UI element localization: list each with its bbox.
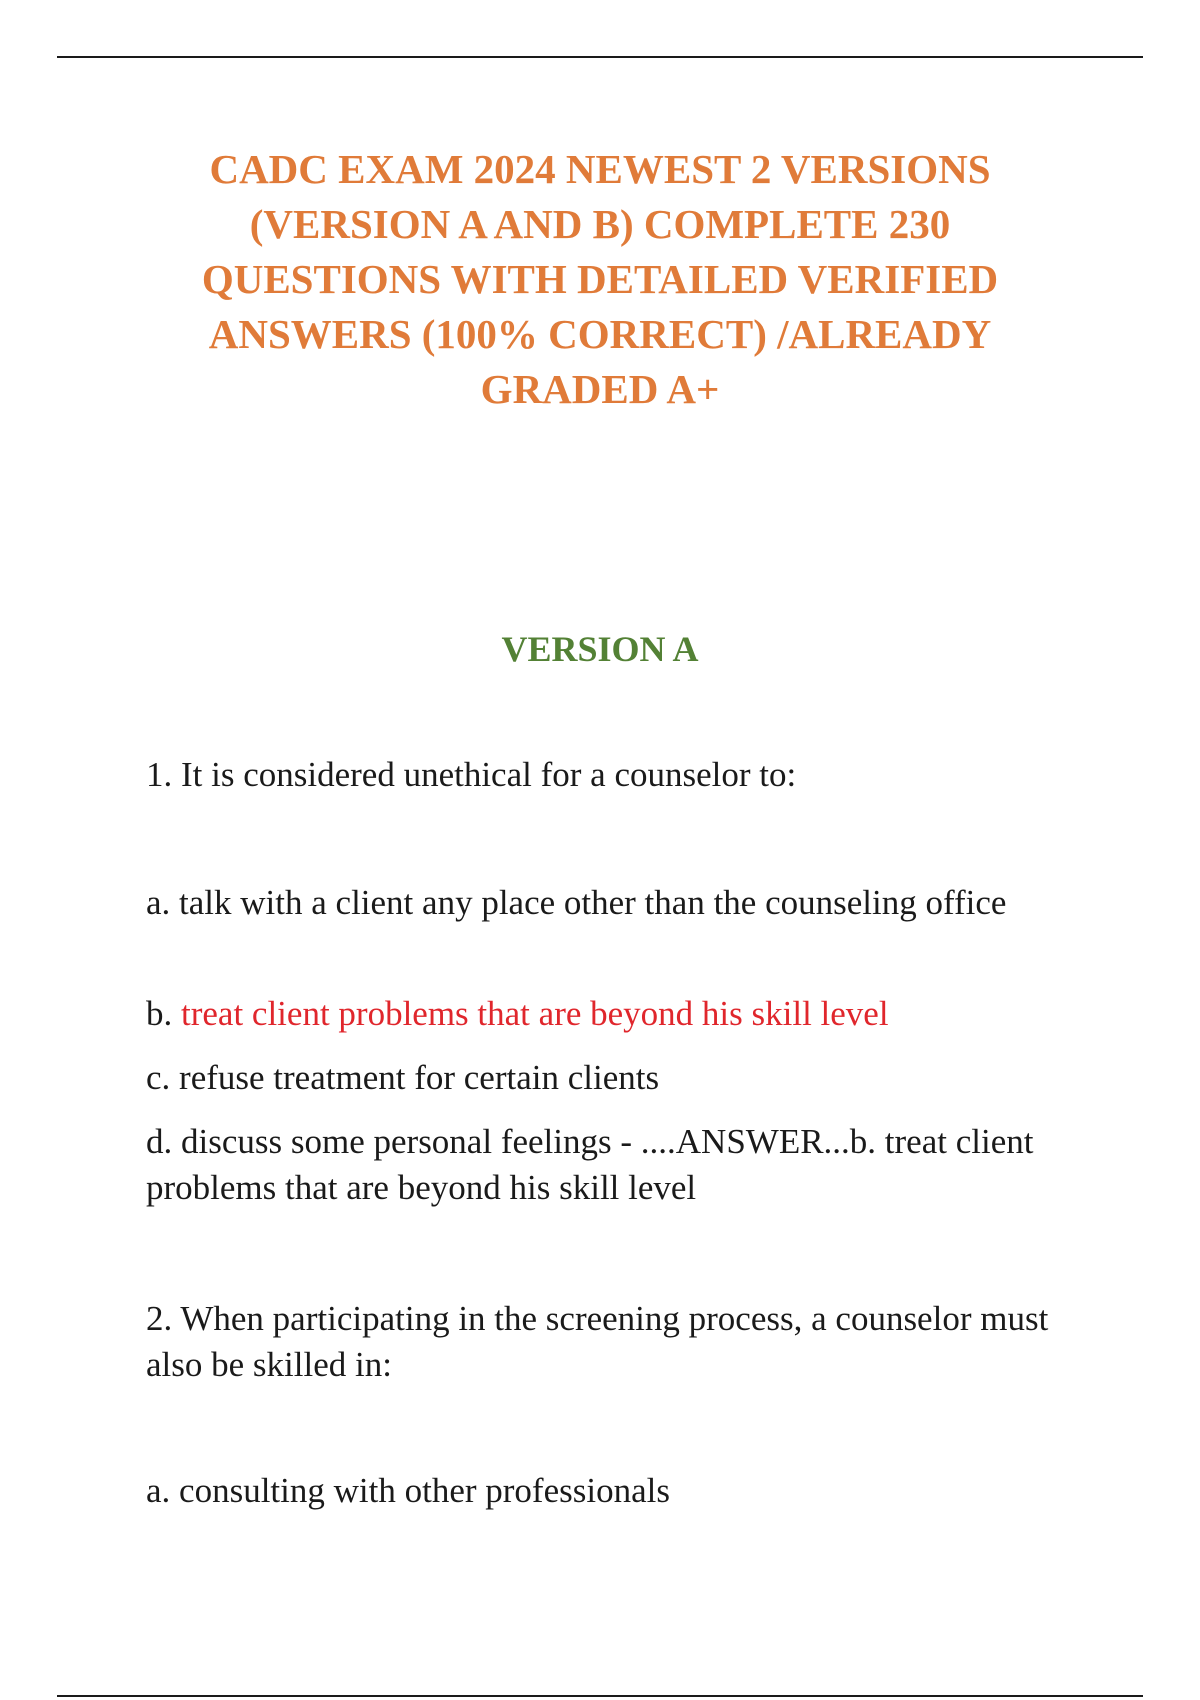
- option-text: refuse treatment for certain clients: [179, 1058, 660, 1097]
- document-title: [130, 142, 1070, 417]
- title-line: QUESTIONS WITH DETAILED VERIFIED: [201, 256, 999, 302]
- question-1-option-a: [146, 880, 1076, 926]
- bottom-rule: [57, 1695, 1143, 1697]
- option-text: discuss some personal feelings - ....ANSWER...b. treat client problems that are beyond his skill level: [146, 1122, 1034, 1207]
- option-prefix: a.: [146, 883, 180, 922]
- option-prefix: c.: [146, 1058, 180, 1097]
- version-heading: VERSION A: [501, 629, 699, 669]
- option-prefix: a.: [146, 1471, 180, 1510]
- title-line: ANSWERS (100% CORRECT) /ALREADY: [208, 311, 992, 357]
- question-2-stem: 2. When participating in the screening process, a counselor must also be skilled in:: [146, 1299, 1049, 1384]
- question-1-option-d: [146, 1119, 1076, 1211]
- option-prefix: d.: [146, 1122, 181, 1161]
- highlighted-answer-text: treat client problems that are beyond his skill level: [181, 994, 889, 1033]
- title-line: CADC EXAM 2024 NEWEST 2 VERSIONS: [209, 146, 991, 192]
- question-1-stem: 1. It is considered unethical for a counselor to:: [146, 755, 797, 794]
- option-text: talk with a client any place other than the counseling office: [179, 883, 1007, 922]
- top-rule: [57, 56, 1143, 58]
- question-1-option-b: [146, 991, 1076, 1037]
- title-line: GRADED A+: [480, 366, 720, 412]
- question-2-option-a: [146, 1468, 1076, 1514]
- option-text: consulting with other professionals: [179, 1471, 670, 1510]
- question-1-option-c: [146, 1055, 1076, 1101]
- title-line: (VERSION A AND B) COMPLETE 230: [249, 201, 951, 247]
- option-prefix: b.: [146, 994, 181, 1033]
